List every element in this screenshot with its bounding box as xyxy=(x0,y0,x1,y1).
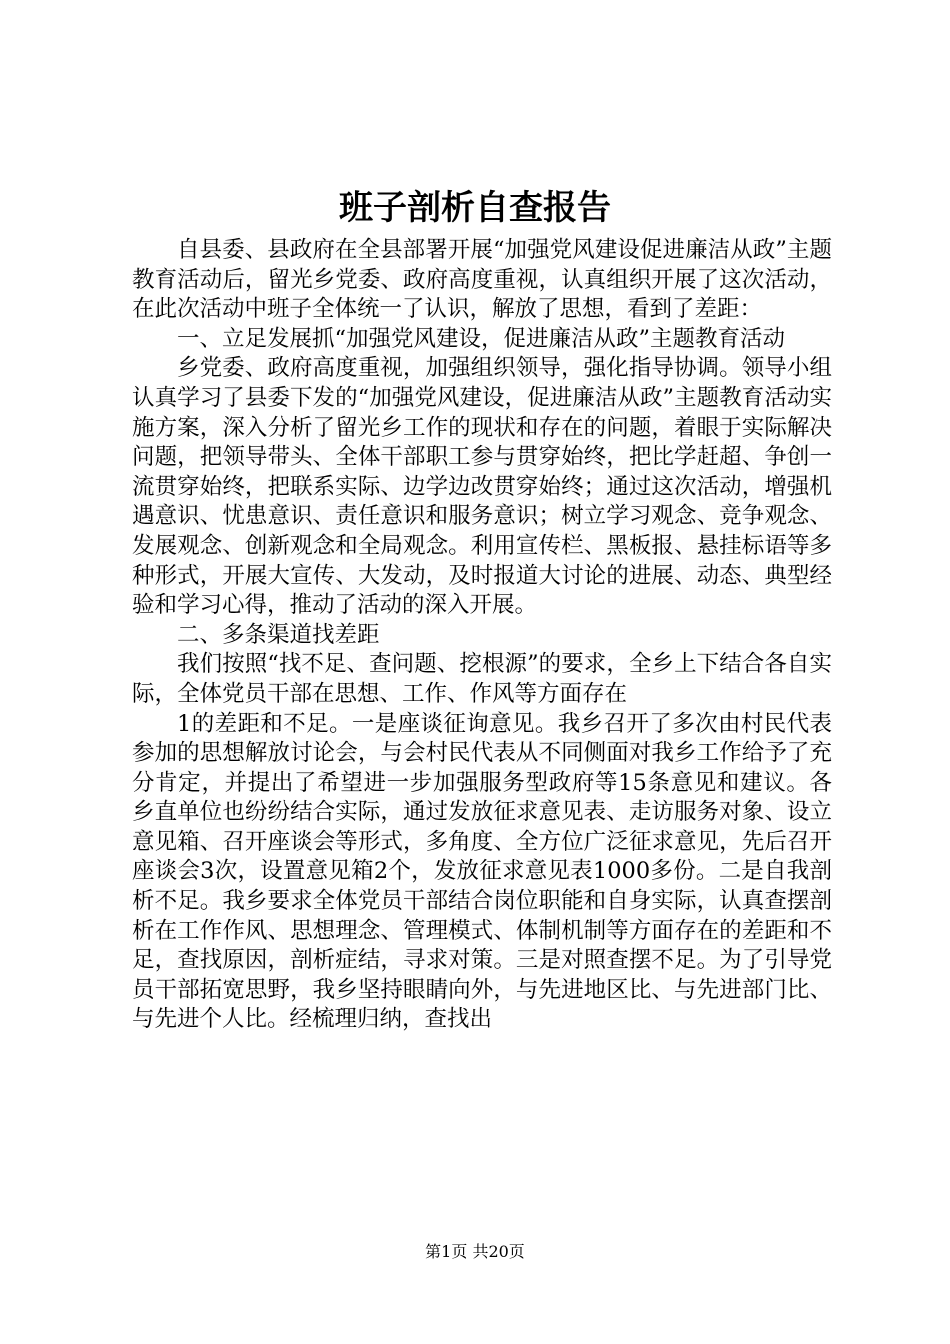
section-2-paragraph: 我们按照“找不足、查问题、挖根源”的要求，全乡上下结合各自实际，全体党员干部在思想、工作、作风等方面存在 xyxy=(132,651,832,707)
document-body xyxy=(132,236,832,1035)
page-footer: 第1页 共20页 xyxy=(425,1242,525,1261)
section-heading-1: 一、立足发展抓“加强党风建设，促进廉洁从政”主题教育活动 xyxy=(177,325,786,352)
intro-paragraph: 自县委、县政府在全县部署开展“加强党风建设促进廉洁从政”主题教育活动后，留光乡党委、政府高度重视，认真组织开展了这次活动，在此次活动中班子全体统一了认识，解放了思想，看到了差距： xyxy=(132,237,832,323)
section-heading-2: 二、多条渠道找差距 xyxy=(177,621,380,648)
section-1-paragraph: 乡党委、政府高度重视，加强组织领导，强化指导协调。领导小组认真学习了县委下发的“加强党风建设，促进廉洁从政”主题教育活动实施方案，深入分析了留光乡工作的现状和存在的问题，着眼于实际解决问题，把领导带头、全体干部职工参与贯穿始终，把比学赶超、争创一流贯穿始终，把联系实际、边学边改贯穿始终；通过这次活动，增强机遇意识、忧患意识、责任意识和服务意识；树立学习观念、竞争观念、发展观念、创新观念和全局观念。利用宣传栏、黑板报、悬挂标语等多种形式，开展大宣传、大发动，及时报道大讨论的进展、动态、典型经验和学习心得，推动了活动的深入开展。 xyxy=(132,355,832,619)
section-2-continued-paragraph: 1的差距和不足。一是座谈征询意见。我乡召开了多次由村民代表参加的思想解放讨论会，与会村民代表从不同侧面对我乡工作给予了充分肯定，并提出了希望进一步加强服务型政府等15条意见和建议。各乡直单位也纷纷结合实际，通过发放征求意见表、走访服务对象、设立意见箱、召开座谈会等形式，多角度、全方位广泛征求意见，先后召开座谈会3次，设置意见箱2个，发放征求意见表1000多份。二是自我剖析不足。我乡要求全体党员干部结合岗位职能和自身实际，认真查摆剖析在工作作风、思想理念、管理模式、体制机制等方面存在的差距和不足，查找原因，剖析症结，寻求对策。三是对照查摆不足。为了引导党员干部拓宽思野，我乡坚持眼睛向外，与先进地区比、与先进部门比、与先进个人比。经梳理归纳，查找出 xyxy=(132,710,832,1033)
document-title: 班子剖析自查报告 xyxy=(339,188,611,228)
